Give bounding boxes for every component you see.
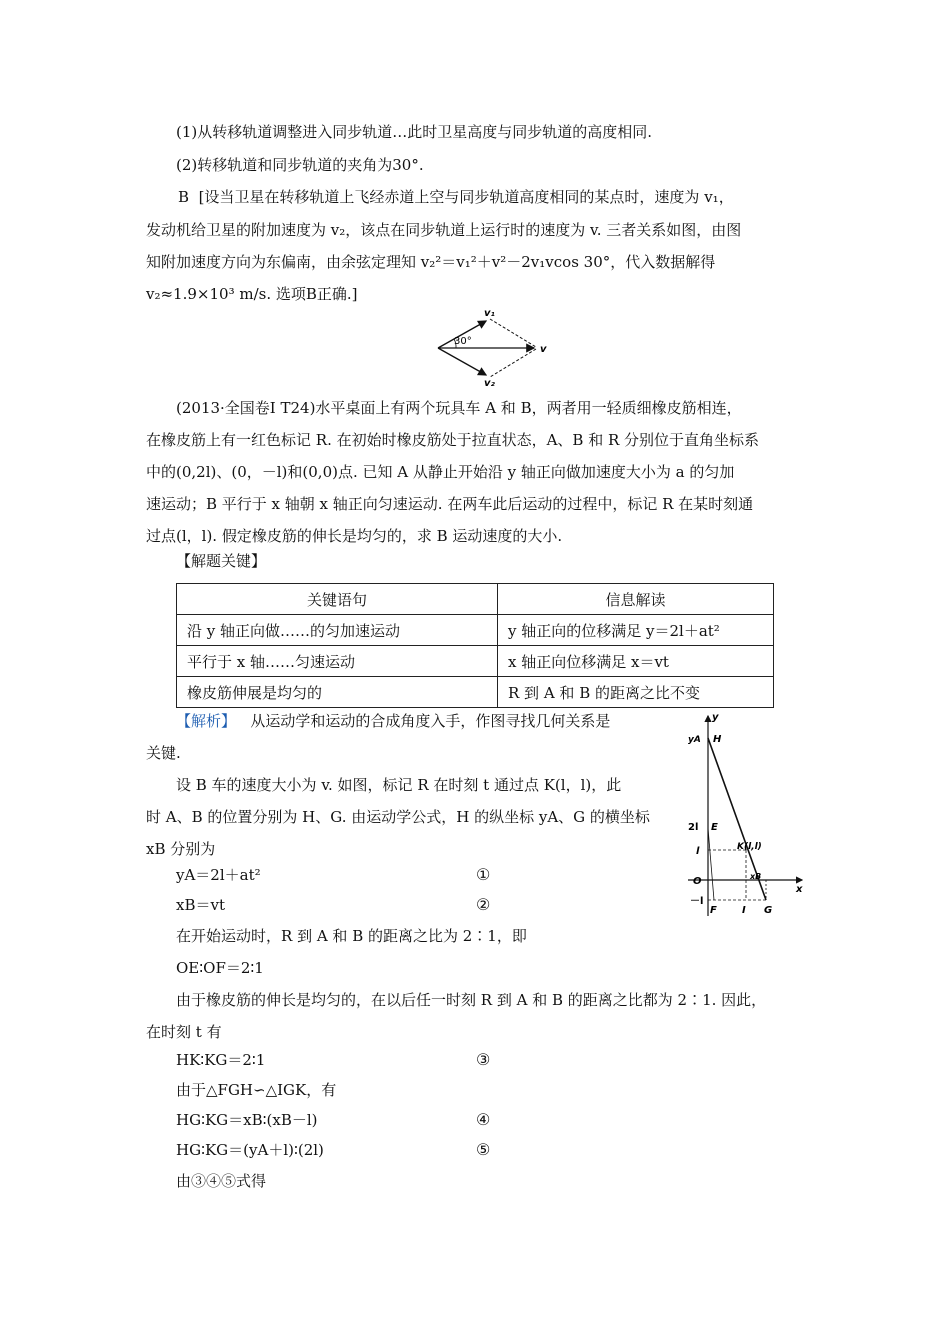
table-row [177,677,774,708]
solution-line-4: 时 A、B 的位置分别为 H、G. 由运动学公式，H 的纵坐标 yA、G 的横坐标 [146,808,650,826]
table-cell: R 到 A 和 B 的距离之比不变 [498,677,774,708]
solution-tag: 【解析】 [176,712,237,730]
point-g-label: G [764,905,773,916]
dashed-side-upper [490,319,536,347]
v1-label: v₁ [484,308,495,319]
table-header-row [177,584,774,615]
equation-3-number: ③ [476,1050,491,1069]
answer-letter: B [178,188,190,206]
equation-5-number: ⑤ [476,1140,491,1159]
problem-line-2: 在橡皮筋上有一红色标记 R. 在初始时橡皮筋处于拉直状态，A、B 和 R 分别位于直角坐标系 [146,431,760,449]
table-row [177,646,774,677]
equation-1: yA＝2l＋at² [176,866,261,884]
solution-line-2: 关键. [146,744,181,762]
problem-line-1: (2013·全国卷Ⅰ T24)水平桌面上有两个玩具车 A 和 B，两者用一轻质细橡皮筋相连， [176,399,742,417]
equation-5: HG∶KG＝(yA＋l)∶(2l) [176,1141,324,1159]
point-i-label: I [742,905,746,916]
xb-label: xB [750,872,762,881]
v2-arrow [438,348,486,375]
answer-explanation-line-1: [设当卫星在转移轨道上飞经赤道上空与同步轨道高度相同的某点时，速度为 v₁， [198,188,734,206]
origin-label: O [693,876,702,887]
equation-2: xB＝vt [176,896,225,914]
solution-line-3: 设 B 车的速度大小为 v. 如图，标记 R 在时刻 t 通过点 K(l，l)，此 [176,776,622,794]
minus-l-label: －l [690,896,704,907]
equation-3: HK∶KG＝2∶1 [176,1051,266,1069]
dashed-side-lower [490,349,536,377]
equation-1-number: ① [476,865,491,884]
angle-label: 30° [454,336,472,347]
answer-explanation-line-2: 发动机给卫星的附加速度为 v₂，该点在同步轨道上运行时的速度为 v. 三者关系如图，由图 [146,221,742,239]
two-l-label: 2l [688,822,699,833]
y-axis-label: y [712,712,719,723]
answer-explanation-line-4: v₂≈1.9×10³ m/s. 选项B正确.] [146,285,358,303]
point-f-label: F [710,905,717,916]
point-e-label: E [711,822,718,833]
velocity-vector-diagram [430,304,550,388]
point-k-label: K(l,l) [737,842,762,852]
solution-line-6: 在开始运动时，R 到 A 和 B 的距离之比为 2∶1，即 [176,927,527,945]
coordinate-diagram [684,710,810,922]
solution-line-1: 从运动学和运动的合成角度入手，作图寻找几何关系是 [250,712,611,730]
table-cell: 沿 y 轴正向做……的匀加速运动 [177,615,498,646]
solution-line-10: 由于△FGH∽△IGK，有 [176,1081,337,1099]
v2-label: v₂ [484,378,495,388]
answer-point-1: (1)从转移轨道调整进入同步轨道…此时卫星高度与同步轨道的高度相同. [176,123,653,141]
v-label: v [540,344,547,355]
solution-line-8: 由于橡皮筋的伸长是均匀的，在以后任一时刻 R 到 A 和 B 的距离之比都为 2∶1. 因此， [176,991,767,1009]
equation-4-number: ④ [476,1110,491,1129]
point-h-label: H [713,734,722,745]
x-axis-label: x [796,884,803,895]
answer-choice [178,187,734,207]
table-cell: x 轴正向位移满足 x＝vt [498,646,774,677]
l-label: l [696,846,700,857]
solution-line-11: 由③④⑤式得 [176,1172,267,1190]
table-cell: y 轴正向的位移满足 y＝2l＋at² [498,615,774,646]
solution-line-7: OE∶OF＝2∶1 [176,959,264,977]
equation-4: HG∶KG＝xB∶(xB－l) [176,1111,318,1129]
table-cell: 平行于 x 轴……匀速运动 [177,646,498,677]
answer-explanation-line-3: 知附加速度方向为东偏南，由余弦定理知 v₂²＝v₁²＋v²－2v₁vcos 30°，代入数据解得 [146,253,716,271]
solution-line-5: xB 分别为 [146,840,216,858]
key-section-title: 【解题关键】 [176,552,267,570]
initial-band-line [708,828,714,900]
equation-2-number: ② [476,895,491,914]
problem-line-5: 过点(l，l). 假定橡皮筋的伸长是均匀的，求 B 运动速度的大小. [146,527,563,545]
table-header-cell: 关键语句 [177,584,498,615]
key-table [176,583,774,708]
problem-line-3: 中的(0,2l)、(0，－l)和(0,0)点. 已知 A 从静止开始沿 y 轴正向做加速度大小为 a 的匀加 [146,463,735,481]
ya-label: yA [688,735,701,745]
answer-point-2: (2)转移轨道和同步轨道的夹角为30°. [176,156,424,174]
table-row [177,615,774,646]
problem-line-4: 速运动；B 平行于 x 轴朝 x 轴正向匀速运动. 在两车此后运动的过程中，标记 R 在某时刻通 [146,495,754,513]
solution-intro [176,711,610,731]
table-header-cell: 信息解读 [498,584,774,615]
table-cell: 橡皮筋伸展是均匀的 [177,677,498,708]
solution-line-9: 在时刻 t 有 [146,1023,222,1041]
